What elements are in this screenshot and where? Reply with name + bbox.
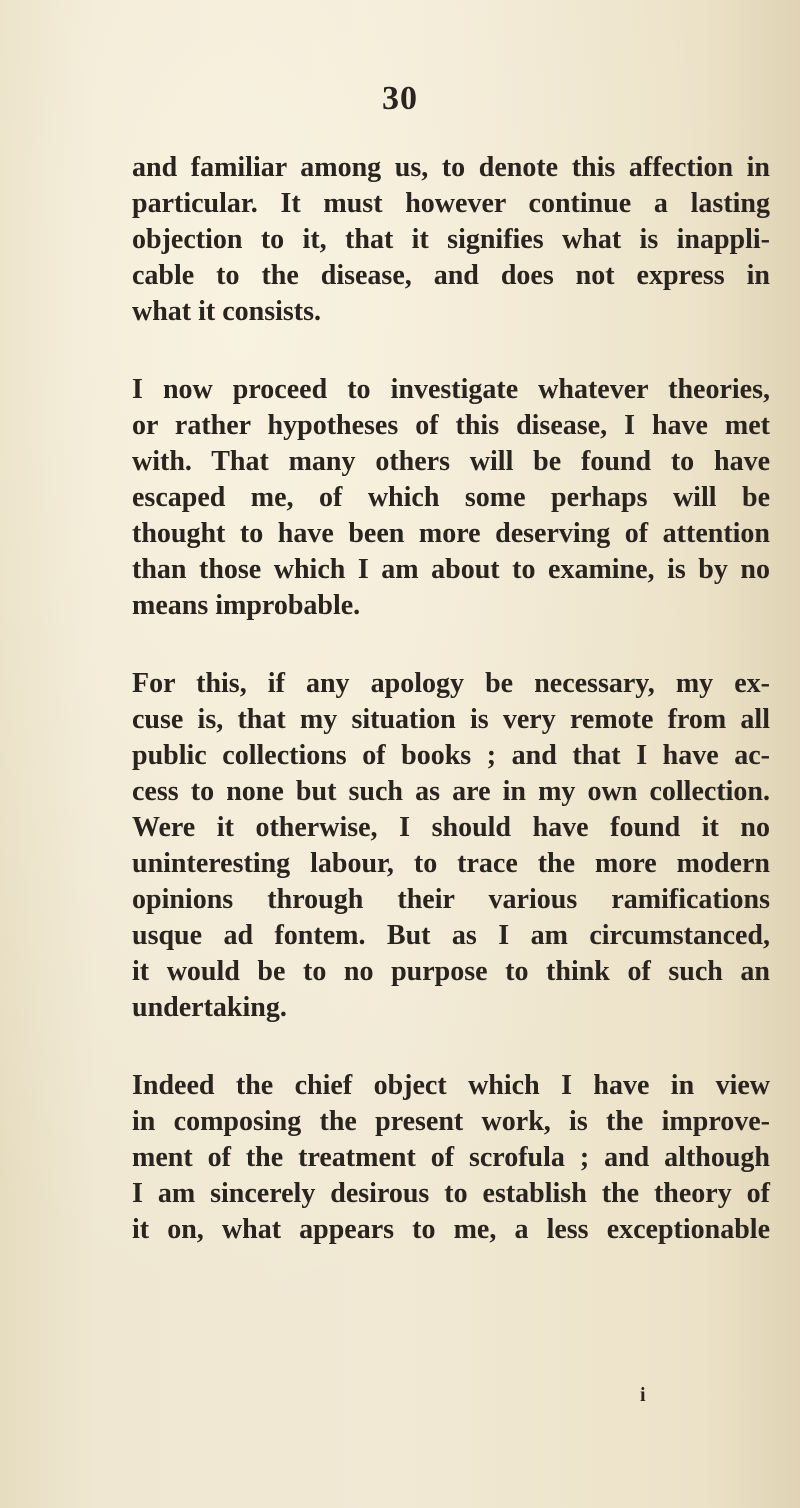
- text-line: particular. It must however continue a lasting: [132, 188, 770, 219]
- text-line: and familiar among us, to denote this affection in: [132, 152, 770, 183]
- body-text: [132, 150, 770, 1248]
- text-line: with. That many others will be found to have: [132, 446, 770, 477]
- paragraph: [132, 372, 770, 624]
- text-line: thought to have been more deserving of attention: [132, 518, 770, 549]
- text-line: I now proceed to investigate whatever theories,: [132, 374, 770, 405]
- text-line: undertaking.: [132, 992, 287, 1023]
- text-line: cess to none but such as are in my own collection.: [132, 776, 770, 807]
- text-line: public collections of books ; and that I have ac-: [132, 740, 770, 771]
- paragraph: [132, 666, 770, 1026]
- text-line: cable to the disease, and does not express in: [132, 260, 770, 291]
- text-line: opinions through their various ramifications: [132, 884, 770, 915]
- paragraph: [132, 150, 770, 330]
- page-number: 30: [382, 80, 418, 117]
- text-line: it would be to no purpose to think of such an: [132, 956, 770, 987]
- text-line: cuse is, that my situation is very remote from all: [132, 704, 770, 735]
- text-line: or rather hypotheses of this disease, I have met: [132, 410, 770, 441]
- text-line: in composing the present work, is the improve-: [132, 1106, 770, 1137]
- text-line: ment of the treatment of scrofula ; and although: [132, 1142, 770, 1173]
- text-line: means improbable.: [132, 590, 361, 621]
- text-line: objection to it, that it signifies what is inappli-: [132, 224, 770, 255]
- text-line: I am sincerely desirous to establish the theory of: [132, 1178, 770, 1209]
- text-line: what it consists.: [132, 296, 322, 327]
- text-line: than those which I am about to examine, is by no: [132, 554, 770, 585]
- text-line: Indeed the chief object which I have in view: [132, 1070, 770, 1101]
- text-line: usque ad fontem. But as I am circumstanced,: [132, 920, 770, 951]
- text-line: it on, what appears to me, a less exceptionable: [132, 1214, 770, 1245]
- paragraph: [132, 1068, 770, 1248]
- text-line: For this, if any apology be necessary, my ex-: [132, 668, 770, 699]
- text-line: escaped me, of which some perhaps will be: [132, 482, 770, 513]
- text-line: uninteresting labour, to trace the more modern: [132, 848, 770, 879]
- catchword: i: [640, 1384, 646, 1406]
- text-line: Were it otherwise, I should have found it no: [132, 812, 770, 843]
